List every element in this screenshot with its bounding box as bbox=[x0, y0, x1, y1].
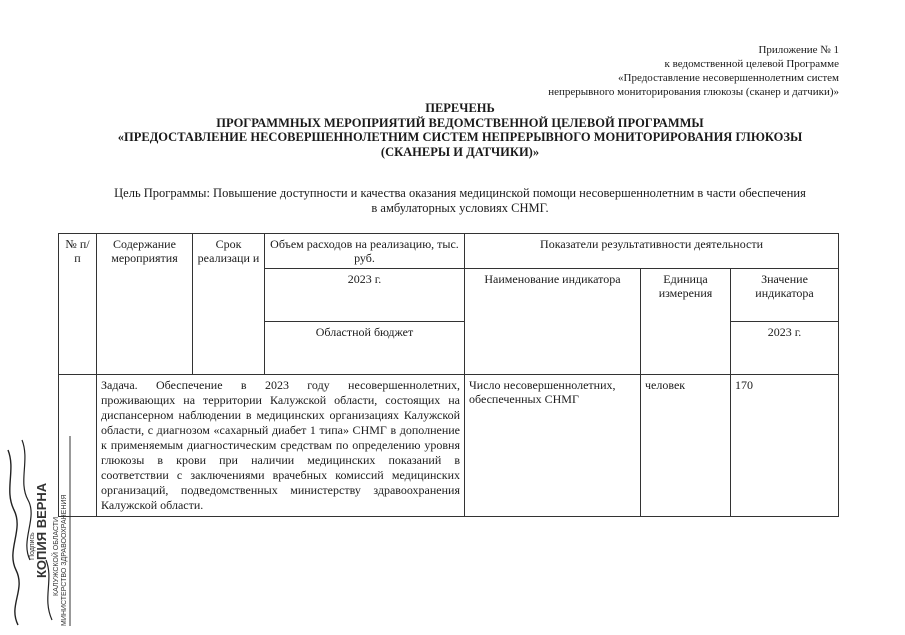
header-budget: Областной бюджет bbox=[265, 322, 465, 375]
indicator-name: Число несовершеннолетних, обеспеченных СНМГ bbox=[465, 375, 641, 517]
header-indicators: Показатели результативности деятельности bbox=[465, 234, 839, 269]
appendix-line: непрерывного мониторирования глюкозы (сканер и датчики)» bbox=[548, 86, 839, 98]
stamp-line-ministry: МИНИСТЕРСТВО ЗДРАВООХРАНЕНИЯ bbox=[61, 494, 68, 626]
appendix-line: Приложение № 1 bbox=[758, 44, 839, 56]
measures-table bbox=[58, 233, 839, 517]
header-value-year: 2023 г. bbox=[731, 322, 839, 375]
title-line: «ПРЕДОСТАВЛЕНИЕ НЕСОВЕРШЕННОЛЕТНИМ СИСТЕМ НЕПРЕРЫВНОГО МОНИТОРИРОВАНИЯ ГЛЮКОЗЫ bbox=[117, 130, 803, 144]
appendix-header bbox=[548, 43, 839, 99]
goal-line: Цель Программы: Повышение доступности и качества оказания медицинской помощи несовершеннолетним в части обеспечения bbox=[114, 186, 806, 200]
title-line: ПРОГРАММНЫХ МЕРОПРИЯТИЙ ВЕДОМСТВЕННОЙ ЦЕЛЕВОЙ ПРОГРАММЫ bbox=[216, 115, 704, 130]
task-description: Задача. Обеспечение в 2023 году несовершеннолетних, проживающих на территории Калужской области, состоящих на диспансерном наблюдении в медицинских организациях Калужской области, с диагнозом «сахарный диабет 1 типа» СНМГ в дополнение к применяемым диагностическим средствам по определению уровня глюкозы в крови при наличии медицинских показаний в соответствии с заключениями врачебных комиссий медицинских организаций, подведомственных министерству здравоохранения Калужской области. bbox=[97, 375, 465, 517]
header-value: Значение индикатора bbox=[731, 269, 839, 322]
header-indicator-name: Наименование индикатора bbox=[465, 269, 641, 375]
table-row bbox=[59, 375, 839, 517]
appendix-line: «Предоставление несовершеннолетним систем bbox=[618, 72, 839, 84]
header-content: Содержание мероприятия bbox=[97, 234, 193, 375]
header-unit: Единица измерения bbox=[641, 269, 731, 375]
program-goal bbox=[60, 186, 860, 216]
stamp-line-copy: КОПИЯ ВЕРНА bbox=[34, 482, 49, 578]
header-year: 2023 г. bbox=[265, 269, 465, 322]
header-term: Срок реализаци и bbox=[193, 234, 265, 375]
certification-stamp bbox=[2, 430, 72, 630]
stamp-line-signature: Подпись bbox=[29, 532, 36, 560]
stamp-line-region: КАЛУЖСКОЙ ОБЛАСТИ bbox=[53, 516, 60, 596]
indicator-unit: человек bbox=[641, 375, 731, 517]
appendix-line: к ведомственной целевой Программе bbox=[664, 58, 839, 70]
stamp-graphic bbox=[2, 430, 72, 630]
header-volume: Объем расходов на реализацию, тыс. руб. bbox=[265, 234, 465, 269]
document-title bbox=[40, 101, 880, 159]
goal-line: в амбулаторных условиях СНМГ. bbox=[371, 201, 549, 215]
header-num: № п/п bbox=[59, 234, 97, 375]
indicator-value: 170 bbox=[731, 375, 839, 517]
title-line: ПЕРЕЧЕНЬ bbox=[425, 101, 495, 115]
title-line: (СКАНЕРЫ И ДАТЧИКИ)» bbox=[380, 144, 540, 159]
